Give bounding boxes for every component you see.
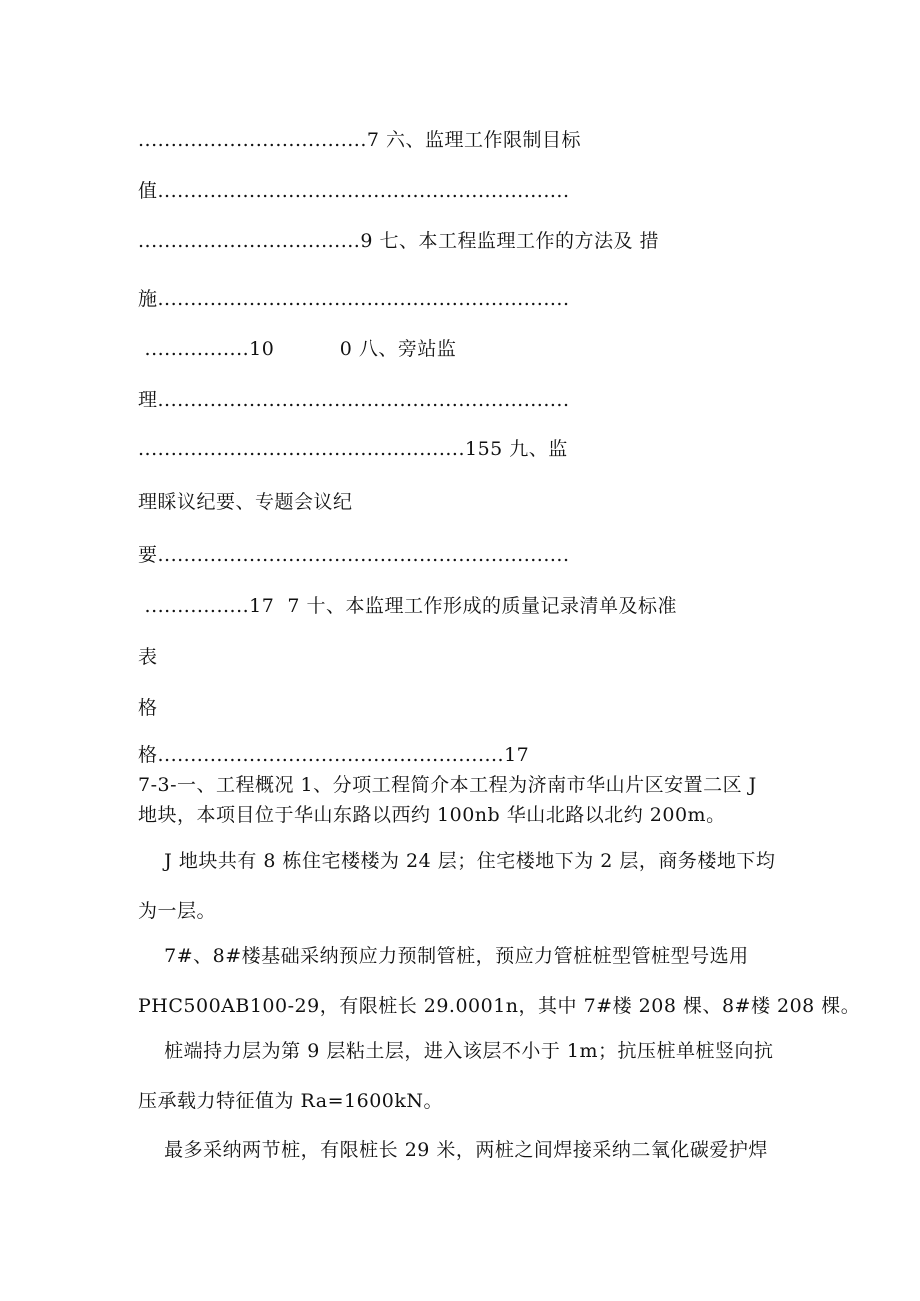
paragraph-3-line-2: PHC500AB100-29，有限桩长 29.0001n，其中 7#楼 208 棵、8#楼 208 棵。	[138, 995, 861, 1017]
toc-line-6: 理...............................................................	[138, 389, 570, 411]
toc-line-4: 施...............................................................	[138, 288, 570, 310]
toc-line-12: 格	[138, 697, 158, 719]
paragraph-3-line-1: 7#、8#楼基础采纳预应力预制管桩，预应力管桩桩型管桩型号选用	[138, 945, 749, 967]
toc-line-10: ................17 7 十、本监理工作形成的质量记录清单及标准	[138, 595, 678, 617]
overview-line-1: 7-3-一、工程概况 1、分项工程简介本工程为济南市华山片区安置二区 J	[138, 774, 757, 796]
overview-line-2: 地块，本项目位于华山东路以西约 100nb 华山北路以北约 200m。	[138, 804, 726, 826]
paragraph-4-line-1: 桩端持力层为第 9 层粘土层，进入该层不小于 1m；抗压桩单桩竖向抗	[138, 1040, 774, 1062]
paragraph-5-line-1: 最多采纳两节桩，有限桩长 29 米，两桩之间焊接采纳二氧化碳爱护焊	[138, 1139, 768, 1161]
toc-line-7: ..................................................155 九、监	[138, 438, 568, 460]
toc-line-1: ...................................7 六、监理工作限制目标	[138, 129, 582, 151]
toc-line-9: 要...............................................................	[138, 544, 570, 566]
toc-line-11: 表	[138, 646, 158, 668]
toc-line-13: 格.....................................................17	[138, 744, 530, 766]
toc-line-3: ..................................9 七、本工程监理工作的方法及 措	[138, 230, 660, 252]
toc-line-2: 值...............................................................	[138, 180, 570, 202]
paragraph-2-line-2: 为一层。	[138, 900, 217, 922]
toc-line-8: 理睬议纪要、专题会议纪	[138, 491, 353, 513]
paragraph-4-line-2: 压承载力特征值为 Ra=1600kN。	[138, 1090, 444, 1112]
paragraph-2-line-1: J 地块共有 8 栋住宅楼楼为 24 层；住宅楼地下为 2 层，商务楼地下均	[138, 850, 776, 872]
toc-line-5: ................10 0 八、旁站监	[138, 338, 457, 360]
